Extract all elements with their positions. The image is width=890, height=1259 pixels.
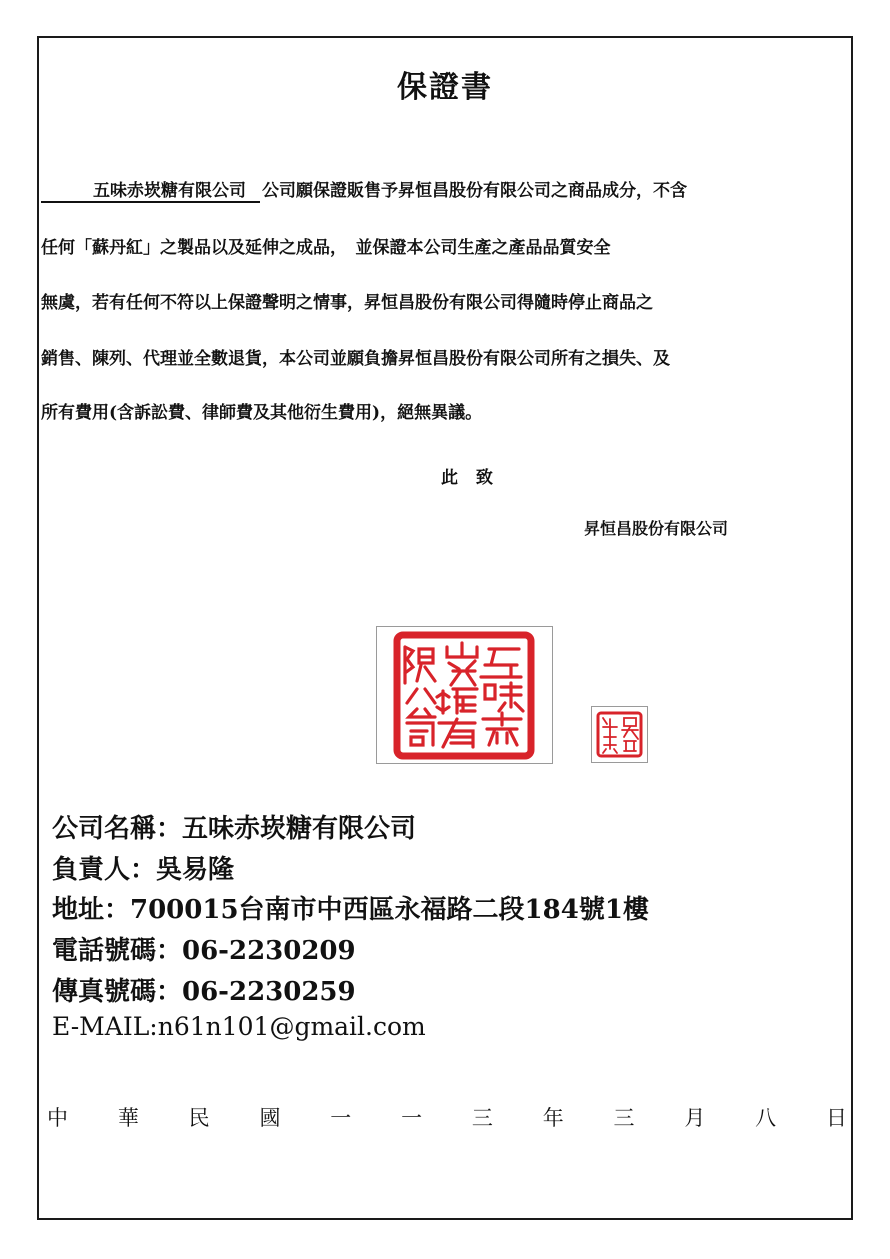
date-char: 一 <box>401 1106 423 1130</box>
date-char: 華 <box>117 1106 139 1130</box>
company-seal <box>376 626 553 764</box>
date-line <box>47 1102 847 1132</box>
body-line-1-text: 公司願保證販售予昇恒昌股份有限公司之商品成分，不含 <box>262 181 687 201</box>
date-char: 月 <box>684 1106 706 1130</box>
body-line-5: 所有費用(含訴訟費、律師費及其他衍生費用)，絕無異議。 <box>41 403 483 423</box>
body-line-2: 任何「蘇丹紅」之製品以及延伸之成品， 並保證本公司生產之產品品質安全 <box>41 238 611 258</box>
info-fax: 傳真號碼：06-2230259 <box>52 977 356 1007</box>
recipient-company: 昇恒昌股份有限公司 <box>584 519 729 538</box>
date-char: 八 <box>755 1106 777 1130</box>
info-address: 地址：700015台南市中西區永福路二段184號1樓 <box>52 895 649 925</box>
date-char: 民 <box>188 1106 210 1130</box>
date-char: 年 <box>542 1106 564 1130</box>
info-phone: 電話號碼：06-2230209 <box>52 936 356 966</box>
document-title: 保證書 <box>397 70 493 105</box>
body-line-3: 無虞，若有任何不符以上保證聲明之情事，昇恒昌股份有限公司得隨時停止商品之 <box>41 293 653 313</box>
date-char: 三 <box>613 1106 635 1130</box>
date-char: 三 <box>471 1106 493 1130</box>
body-line-1 <box>41 176 687 203</box>
info-email: E-MAIL:n61n101@gmail.com <box>52 1012 426 1041</box>
closing-salutation: 此 致 <box>441 468 499 488</box>
body-line-4: 銷售、陳列、代理並全數退貨，本公司並願負擔昇恒昌股份有限公司所有之損失、及 <box>41 349 670 369</box>
date-char: 中 <box>47 1106 68 1130</box>
info-company-name: 公司名稱：五味赤崁糖有限公司 <box>52 814 417 844</box>
company-name-blank: 五味赤崁糖有限公司 <box>41 176 260 203</box>
info-owner: 負責人：吳易隆 <box>52 855 235 885</box>
date-char: 國 <box>259 1106 281 1130</box>
date-char: 日 <box>825 1106 847 1130</box>
date-char: 一 <box>330 1106 352 1130</box>
personal-seal <box>591 706 648 763</box>
